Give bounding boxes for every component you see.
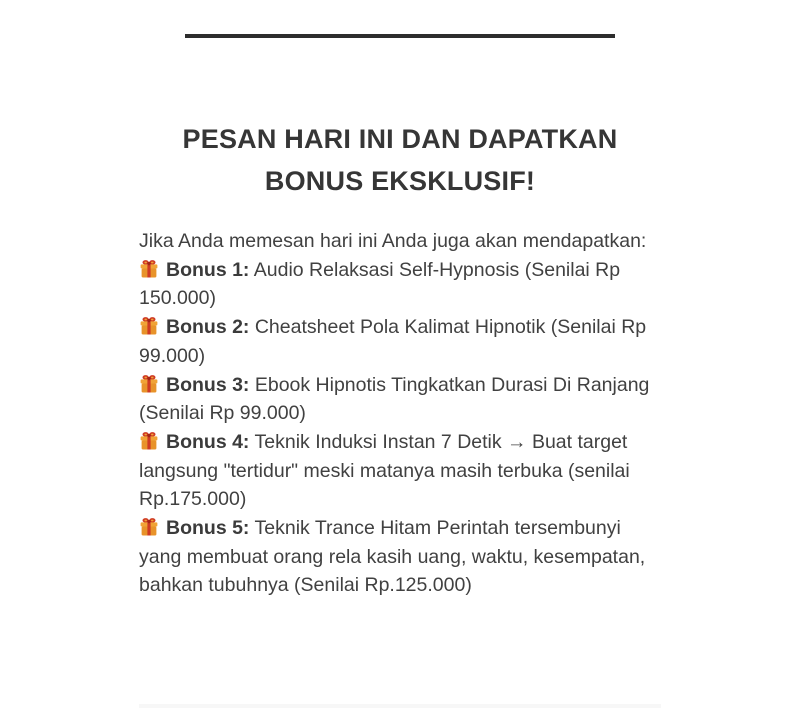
bonus-text: Teknik Induksi Instan 7 Detik → Buat target langsung "tertidur" meski matanya masih terbuka (senilai Rp.175.000) (139, 430, 630, 511)
bonus-item (139, 428, 661, 514)
bonus-label: Bonus 5: (166, 517, 250, 540)
bonus-text: Audio Relaksasi Self-Hypnosis (Senilai Rp 150.000) (139, 258, 621, 310)
section-heading: PESAN HARI INI DAN DAPATKAN BONUS EKSKLUSIF! (182, 124, 618, 196)
gift-icon (139, 517, 159, 537)
bonus-text: Cheatsheet Pola Kalimat Hipnotik (Senilai Rp 99.000) (139, 316, 647, 367)
bonus-list (139, 256, 661, 600)
bonus-label: Bonus 4: (166, 430, 250, 453)
next-section-edge (139, 704, 661, 708)
bonus-item (139, 313, 661, 370)
gift-icon (139, 316, 159, 336)
page (0, 34, 800, 708)
bonus-label: Bonus 1: (166, 258, 250, 281)
bonus-label: Bonus 3: (166, 373, 250, 396)
intro-text: Jika Anda memesan hari ini Anda juga akan mendapatkan: (139, 230, 647, 252)
bonus-text: Teknik Trance Hitam Perintah tersembunyi yang membuat orang rela kasih uang, waktu, kesempatan, bahkan tubuhnya (Senilai Rp.125.000) (139, 517, 646, 597)
gift-icon (139, 374, 159, 394)
top-divider-bar (185, 34, 615, 38)
bonus-item (139, 371, 661, 428)
bonus-text: Ebook Hipnotis Tingkatkan Durasi Di Ranjang (Senilai Rp 99.000) (139, 373, 650, 425)
gift-icon (139, 259, 159, 279)
bonus-section (139, 227, 661, 600)
bonus-label: Bonus 2: (166, 316, 250, 339)
gift-icon (139, 431, 159, 451)
bonus-item (139, 256, 661, 313)
bonus-item (139, 514, 661, 600)
